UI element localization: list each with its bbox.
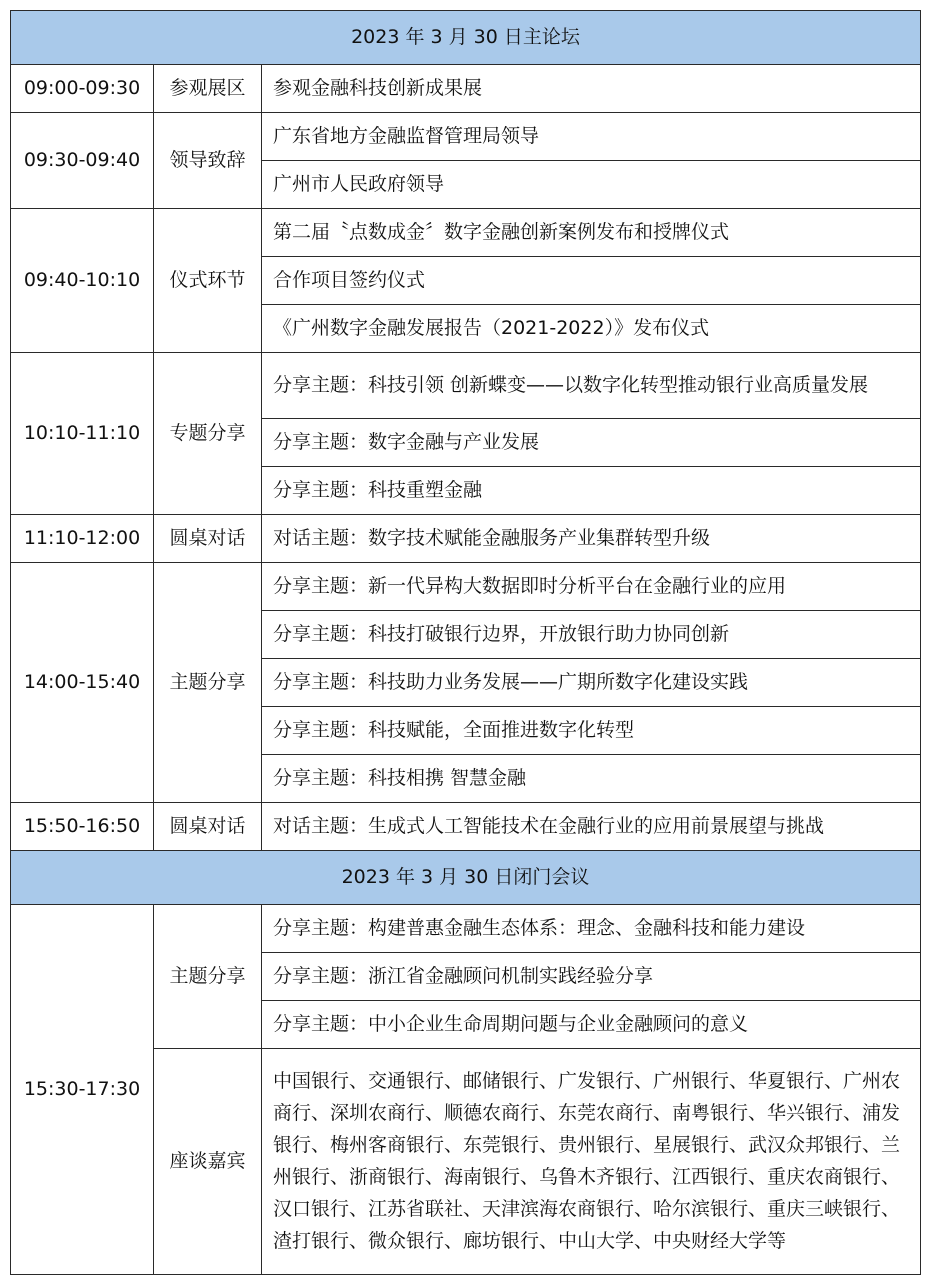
session-time: 11:10-12:00	[11, 515, 154, 563]
session-time: 15:30-17:30	[11, 905, 154, 1275]
session-item: 参观金融科技创新成果展	[262, 65, 921, 113]
session-item: 合作项目签约仪式	[262, 257, 921, 305]
session-item: 分享主题：新一代异构大数据即时分析平台在金融行业的应用	[262, 563, 921, 611]
session-time: 09:40-10:10	[11, 209, 154, 353]
session-category: 圆桌对话	[154, 803, 262, 851]
session-item: 广州市人民政府领导	[262, 161, 921, 209]
session-row	[11, 65, 921, 113]
agenda-table	[10, 10, 921, 1275]
session-item: 分享主题：科技相携 智慧金融	[262, 755, 921, 803]
session-category: 仪式环节	[154, 209, 262, 353]
guests-category: 座谈嘉宾	[154, 1049, 262, 1275]
session-row	[11, 905, 921, 953]
session-time: 09:30-09:40	[11, 113, 154, 209]
session-row	[11, 353, 921, 419]
session-item: 《广州数字金融发展报告（2021-2022）》发布仪式	[262, 305, 921, 353]
session-row	[11, 563, 921, 611]
session-item: 分享主题：数字金融与产业发展	[262, 419, 921, 467]
session-item: 分享主题：科技助力业务发展——广期所数字化建设实践	[262, 659, 921, 707]
session-category: 参观展区	[154, 65, 262, 113]
guests-list: 中国银行、交通银行、邮储银行、广发银行、广州银行、华夏银行、广州农商行、深圳农商行、顺德农商行、东莞农商行、南粤银行、华兴银行、浦发银行、梅州客商银行、东莞银行、贵州银行、星展银行、武汉众邦银行、兰州银行、浙商银行、海南银行、乌鲁木齐银行、江西银行、重庆农商银行、汉口银行、江苏省联社、天津滨海农商银行、哈尔滨银行、重庆三峡银行、 渣打银行、微众银行、廊坊银行、中山大学、中央财经大学等	[262, 1049, 921, 1275]
session-category: 圆桌对话	[154, 515, 262, 563]
session-item: 对话主题：生成式人工智能技术在金融行业的应用前景展望与挑战	[262, 803, 921, 851]
main-forum-header: 2023 年 3 月 30 日主论坛	[11, 11, 921, 65]
session-item: 分享主题：浙江省金融顾问机制实践经验分享	[262, 953, 921, 1001]
session-category: 主题分享	[154, 905, 262, 1049]
session-item: 对话主题：数字技术赋能金融服务产业集群转型升级	[262, 515, 921, 563]
session-time: 10:10-11:10	[11, 353, 154, 515]
session-item: 第二届〝点数成金〞数字金融创新案例发布和授牌仪式	[262, 209, 921, 257]
session-category: 领导致辞	[154, 113, 262, 209]
session-item: 分享主题：科技打破银行边界，开放银行助力协同创新	[262, 611, 921, 659]
session-item: 分享主题：科技重塑金融	[262, 467, 921, 515]
closed-meeting-header: 2023 年 3 月 30 日闭门会议	[11, 851, 921, 905]
session-row	[11, 209, 921, 257]
session-item: 广东省地方金融监督管理局领导	[262, 113, 921, 161]
session-time: 09:00-09:30	[11, 65, 154, 113]
session-row	[11, 803, 921, 851]
session-item: 分享主题：构建普惠金融生态体系：理念、金融科技和能力建设	[262, 905, 921, 953]
session-time: 15:50-16:50	[11, 803, 154, 851]
session-row	[11, 515, 921, 563]
session-category: 专题分享	[154, 353, 262, 515]
session-item: 分享主题：科技赋能，全面推进数字化转型	[262, 707, 921, 755]
session-item: 分享主题：科技引领 创新蝶变——以数字化转型推动银行业高质量发展	[262, 353, 921, 419]
session-item: 分享主题：中小企业生命周期问题与企业金融顾问的意义	[262, 1001, 921, 1049]
session-category: 主题分享	[154, 563, 262, 803]
session-row	[11, 113, 921, 161]
session-time: 14:00-15:40	[11, 563, 154, 803]
